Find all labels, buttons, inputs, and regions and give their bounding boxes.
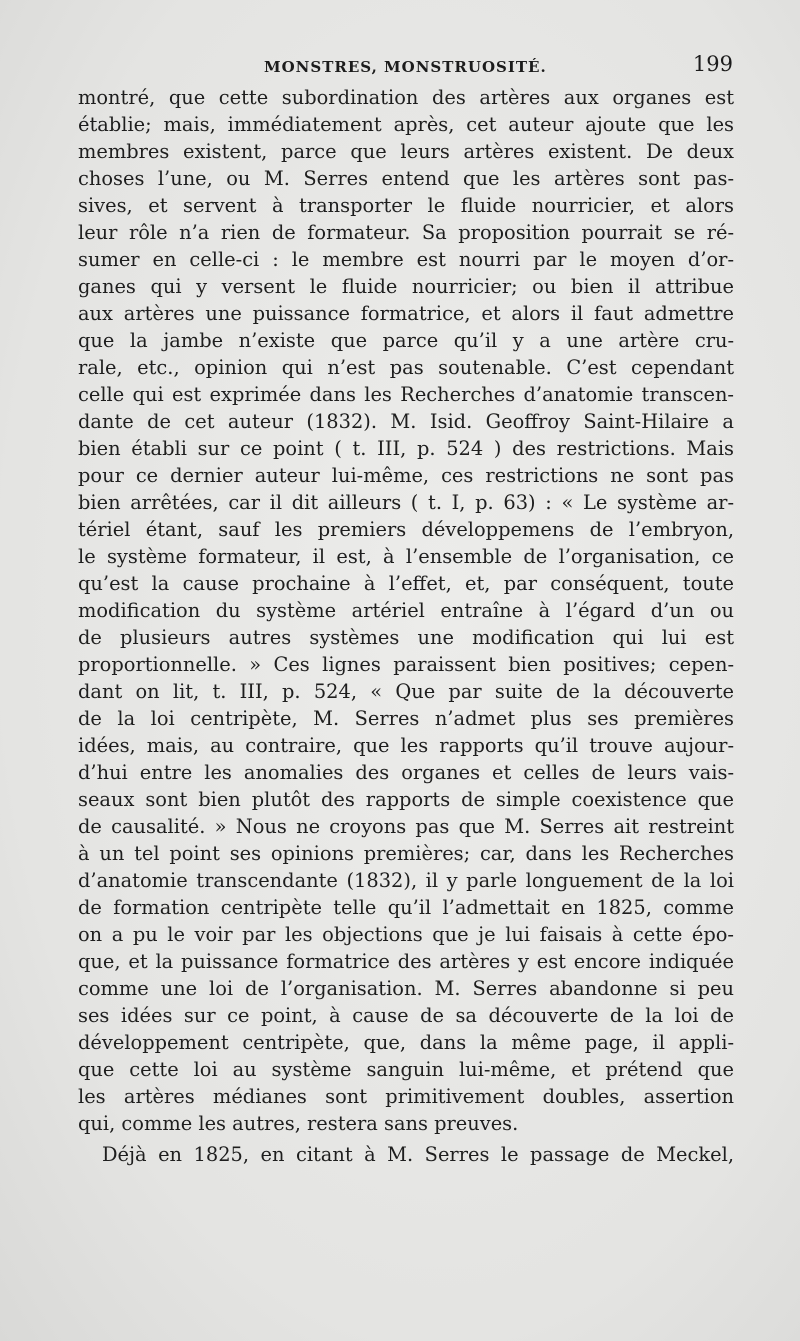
text-line: dante de cet auteur (1832). M. Isid. Geoffroy Saint-Hilaire a: [78, 410, 734, 433]
text-line: sumer en celle-ci : le membre est nourri par le moyen d’or-: [78, 248, 734, 271]
text-line: on a pu le voir par les objections que je lui faisais à cette épo-: [78, 923, 734, 946]
text-line: de causalité. » Nous ne croyons pas que M. Serres ait restreint: [78, 815, 734, 838]
text-line: modification du système artériel entraîne à l’égard d’un ou: [78, 599, 734, 622]
running-head: MONSTRES, MONSTRUOSITÉ.: [264, 58, 547, 76]
text-line: de formation centripète telle qu’il l’admettait en 1825, comme: [78, 896, 734, 919]
text-line: que cette loi au système sanguin lui-même, et prétend que: [78, 1058, 734, 1081]
text-line: seaux sont bien plutôt des rapports de simple coexistence que: [78, 788, 734, 811]
text-line: de plusieurs autres systèmes une modification qui lui est: [78, 626, 734, 649]
text-line: aux artères une puissance formatrice, et alors il faut admettre: [78, 302, 734, 325]
text-line: établie; mais, immédiatement après, cet auteur ajoute que les: [78, 113, 734, 136]
paragraph-start-line: Déjà en 1825, en citant à M. Serres le passage de Meckel,: [102, 1143, 734, 1166]
text-line: que, et la puissance formatrice des artères y est encore indiquée: [78, 950, 734, 973]
text-line: montré, que cette subordination des artères aux organes est: [78, 86, 734, 109]
text-line: celle qui est exprimée dans les Recherches d’anatomie transcen-: [78, 383, 734, 406]
text-line: idées, mais, au contraire, que les rapports qu’il trouve aujour-: [78, 734, 734, 757]
text-line: sives, et servent à transporter le fluide nourricier, et alors: [78, 194, 734, 217]
text-line: tériel étant, sauf les premiers développemens de l’embryon,: [78, 518, 734, 541]
text-line: qu’est la cause prochaine à l’effet, et, par conséquent, toute: [78, 572, 734, 595]
text-line: rale, etc., opinion qui n’est pas soutenable. C’est cependant: [78, 356, 734, 379]
text-line: choses l’une, ou M. Serres entend que les artères sont pas-: [78, 167, 734, 190]
text-line: les artères médianes sont primitivement doubles, assertion: [78, 1085, 734, 1108]
text-line: ses idées sur ce point, à cause de sa découverte de la loi de: [78, 1004, 734, 1027]
body-text: [78, 84, 734, 1168]
text-line: développement centripète, que, dans la même page, il appli-: [78, 1031, 734, 1054]
text-line: à un tel point ses opinions premières; car, dans les Recherches: [78, 842, 734, 865]
text-line: de la loi centripète, M. Serres n’admet plus ses premières: [78, 707, 734, 730]
text-line: comme une loi de l’organisation. M. Serres abandonne si peu: [78, 977, 734, 1000]
text-line: proportionnelle. » Ces lignes paraissent bien positives; cepen-: [78, 653, 734, 676]
text-line: pour ce dernier auteur lui-même, ces restrictions ne sont pas: [78, 464, 734, 487]
text-line: d’hui entre les anomalies des organes et celles de leurs vais-: [78, 761, 734, 784]
text-line: bien arrêtées, car il dit ailleurs ( t. I, p. 63) : « Le système ar-: [78, 491, 734, 514]
text-line: d’anatomie transcendante (1832), il y parle longuement de la loi: [78, 869, 734, 892]
paragraph-end-line: qui, comme les autres, restera sans preuves.: [78, 1112, 519, 1135]
text-line: membres existent, parce que leurs artères existent. De deux: [78, 140, 734, 163]
page-header: [78, 52, 733, 84]
text-line: que la jambe n’existe que parce qu’il y a une artère cru-: [78, 329, 734, 352]
text-line: ganes qui y versent le fluide nourricier; ou bien il attribue: [78, 275, 734, 298]
text-line: dant on lit, t. III, p. 524, « Que par suite de la découverte: [78, 680, 734, 703]
text-line: leur rôle n’a rien de formateur. Sa proposition pourrait se ré-: [78, 221, 734, 244]
text-line: le système formateur, il est, à l’ensemble de l’organisation, ce: [78, 545, 734, 568]
page-number: 199: [692, 52, 733, 76]
text-line: bien établi sur ce point ( t. III, p. 524 ) des restrictions. Mais: [78, 437, 734, 460]
